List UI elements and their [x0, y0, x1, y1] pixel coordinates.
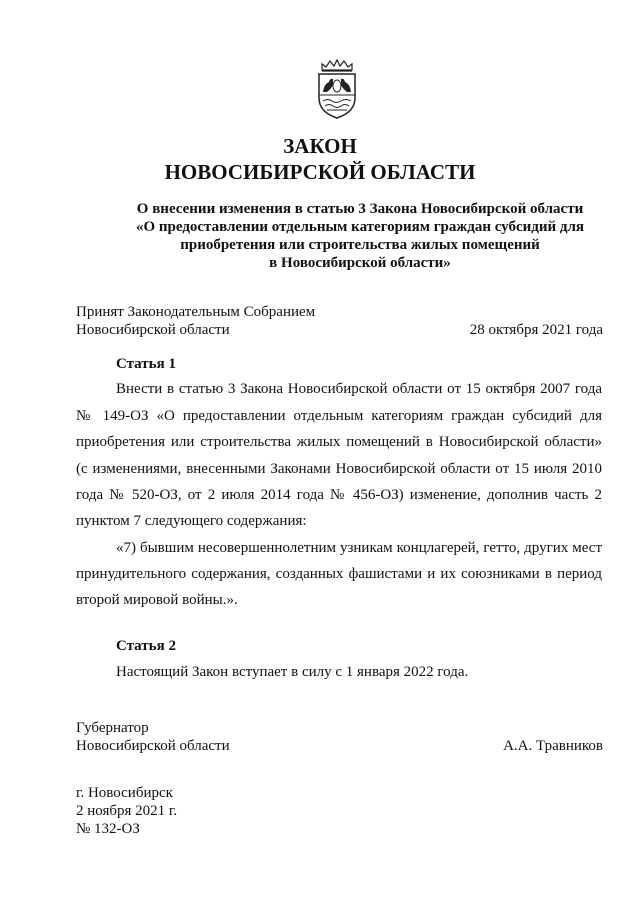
- article-1-line: Внести в статью 3 Закона Новосибирской области от 15 октября 2007 года: [116, 381, 602, 397]
- article-1-heading: Статья 1: [116, 356, 176, 372]
- governor-name: А.А. Травников: [503, 738, 603, 754]
- signing-date: 2 ноября 2021 г.: [76, 803, 178, 819]
- article-1-line: (с изменениями, внесенными Законами Новосибирской области от 15 июля 2010: [76, 461, 602, 477]
- law-title: ЗАКОН: [283, 134, 357, 158]
- governor-title: Губернатор: [76, 720, 149, 736]
- quote-line: второй мировой войны.».: [76, 592, 238, 608]
- region-title: НОВОСИБИРСКОЙ ОБЛАСТИ: [164, 160, 476, 184]
- subtitle-line: приобретения или строительства жилых помещений: [180, 237, 540, 253]
- novosibirsk-coat-of-arms-icon: [314, 58, 360, 120]
- subtitle-line: в Новосибирской области»: [269, 255, 451, 271]
- article-1-line: № 149-ОЗ «О предоставлении отдельным категориям граждан субсидий для: [76, 408, 602, 424]
- article-2-text: Настоящий Закон вступает в силу с 1 января 2022 года.: [116, 664, 469, 680]
- adoption-date: 28 октября 2021 года: [469, 322, 603, 338]
- article-1-line: пунктом 7 следующего содержания:: [76, 513, 307, 529]
- subtitle-line: О внесении изменения в статью 3 Закона Новосибирской области: [136, 201, 584, 217]
- article-2-heading: Статья 2: [116, 638, 176, 654]
- article-1-line: года № 520-ОЗ, от 2 июля 2014 года № 456-ОЗ) изменение, дополнив часть 2: [76, 487, 602, 503]
- article-1-line: приобретения или строительства жилых помещений в Новосибирской области»: [76, 434, 602, 450]
- quote-line: «7) бывшим несовершеннолетним узникам концлагерей, гетто, других мест: [116, 540, 602, 556]
- law-number: № 132-ОЗ: [76, 821, 140, 837]
- quote-line: принудительного содержания, созданных фашистами и их союзниками в период: [76, 566, 602, 582]
- adoption-region: Новосибирской области: [76, 322, 230, 338]
- place-of-signing: г. Новосибирск: [76, 785, 173, 801]
- governor-region: Новосибирской области: [76, 738, 230, 754]
- adoption-body: Принят Законодательным Собранием: [76, 304, 316, 320]
- subtitle-line: «О предоставлении отдельным категориям граждан субсидий для: [135, 219, 585, 235]
